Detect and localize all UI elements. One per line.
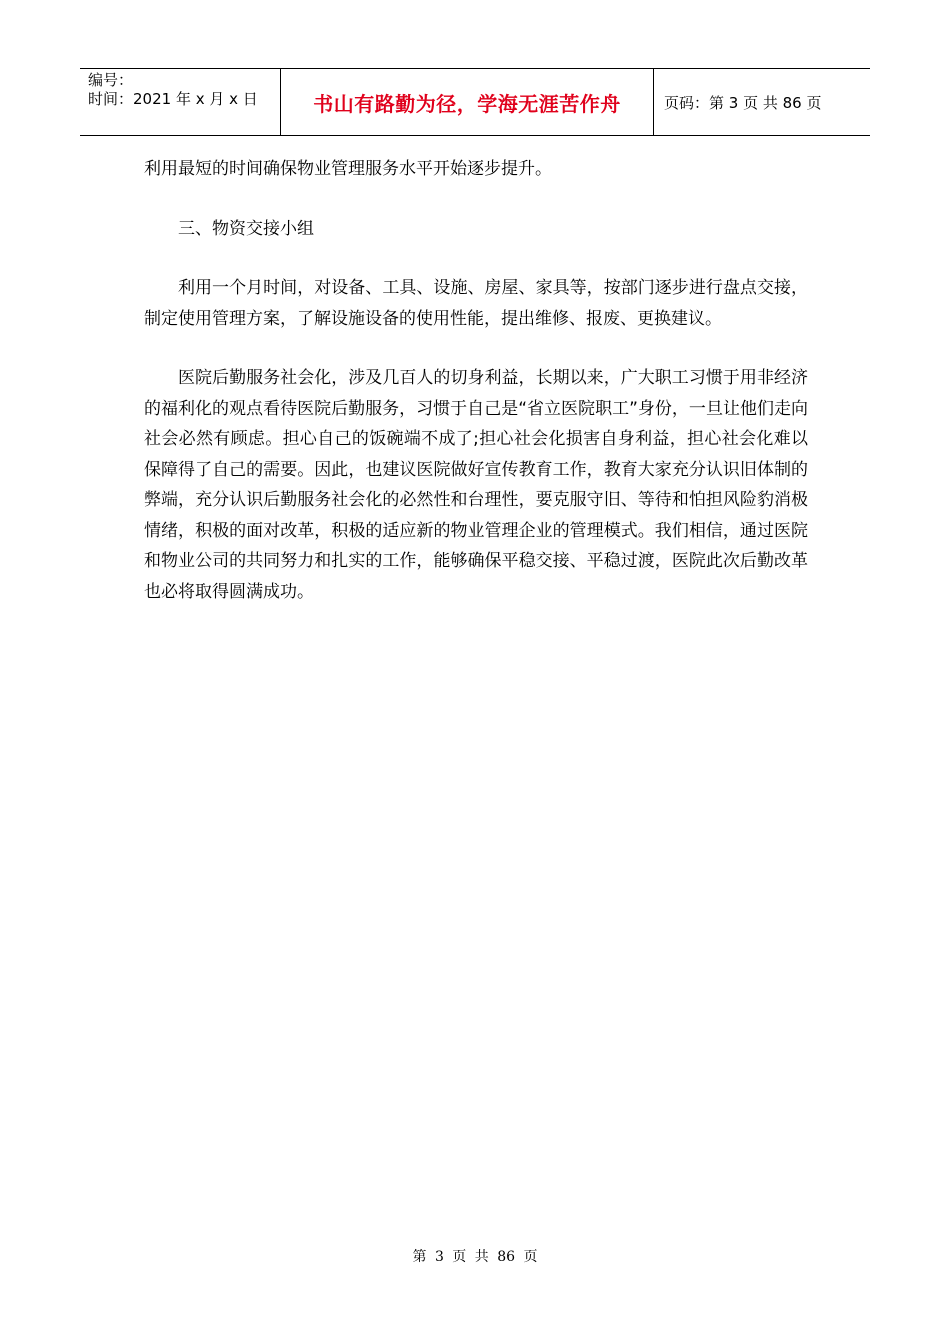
paragraph: 医院后勤服务社会化，涉及几百人的切身利益，长期以来，广大职工习惯于用非经济的福利化的观点看待医院后勤服务，习惯于自己是“省立医院职工”身份，一旦让他们走向社会必然有顾虑。担心自己的饭碗端不成了;担心社会化损害自身利益，担心社会化难以保障得了自己的需要。因此，也建议医院做好宣传教育工作，教育大家充分认识旧体制的弊端，充分认识后勤服务社会化的必然性和台理性，要克服守旧、等待和怕担风险豹消极情绪，积极的面对改革，积极的适应新的物业管理企业的管理模式。我们相信，通过医院和物业公司的共同努力和扎实的工作，能够确保平稳交接、平稳过渡，医院此次后勤改革也必将取得圆满成功。 bbox=[144, 368, 808, 602]
section-heading: 三、物资交接小组 bbox=[178, 218, 314, 239]
header-page-info: 页码：第 3 页 共 86 页 bbox=[664, 93, 822, 112]
header-meta-cell bbox=[80, 69, 281, 135]
document-date: 时间：2021 年 x 月 x 日 bbox=[88, 90, 258, 108]
header-motto: 书山有路勤为径，学海无涯苦作舟 bbox=[281, 69, 654, 135]
document-header bbox=[80, 68, 870, 136]
page-footer: 第 3 页 共 86 页 bbox=[412, 1249, 538, 1265]
paragraph: 利用一个月时间，对设备、工具、设施、房屋、家具等，按部门逐步进行盘点交接，制定使用管理方案，了解设施设备的使用性能，提出维修、报废、更换建议。 bbox=[144, 278, 808, 329]
document-body bbox=[144, 154, 808, 636]
paragraph-continuation: 利用最短的时间确保物业管理服务水平开始逐步提升。 bbox=[144, 159, 552, 179]
document-number-label: 编号： bbox=[88, 71, 134, 89]
